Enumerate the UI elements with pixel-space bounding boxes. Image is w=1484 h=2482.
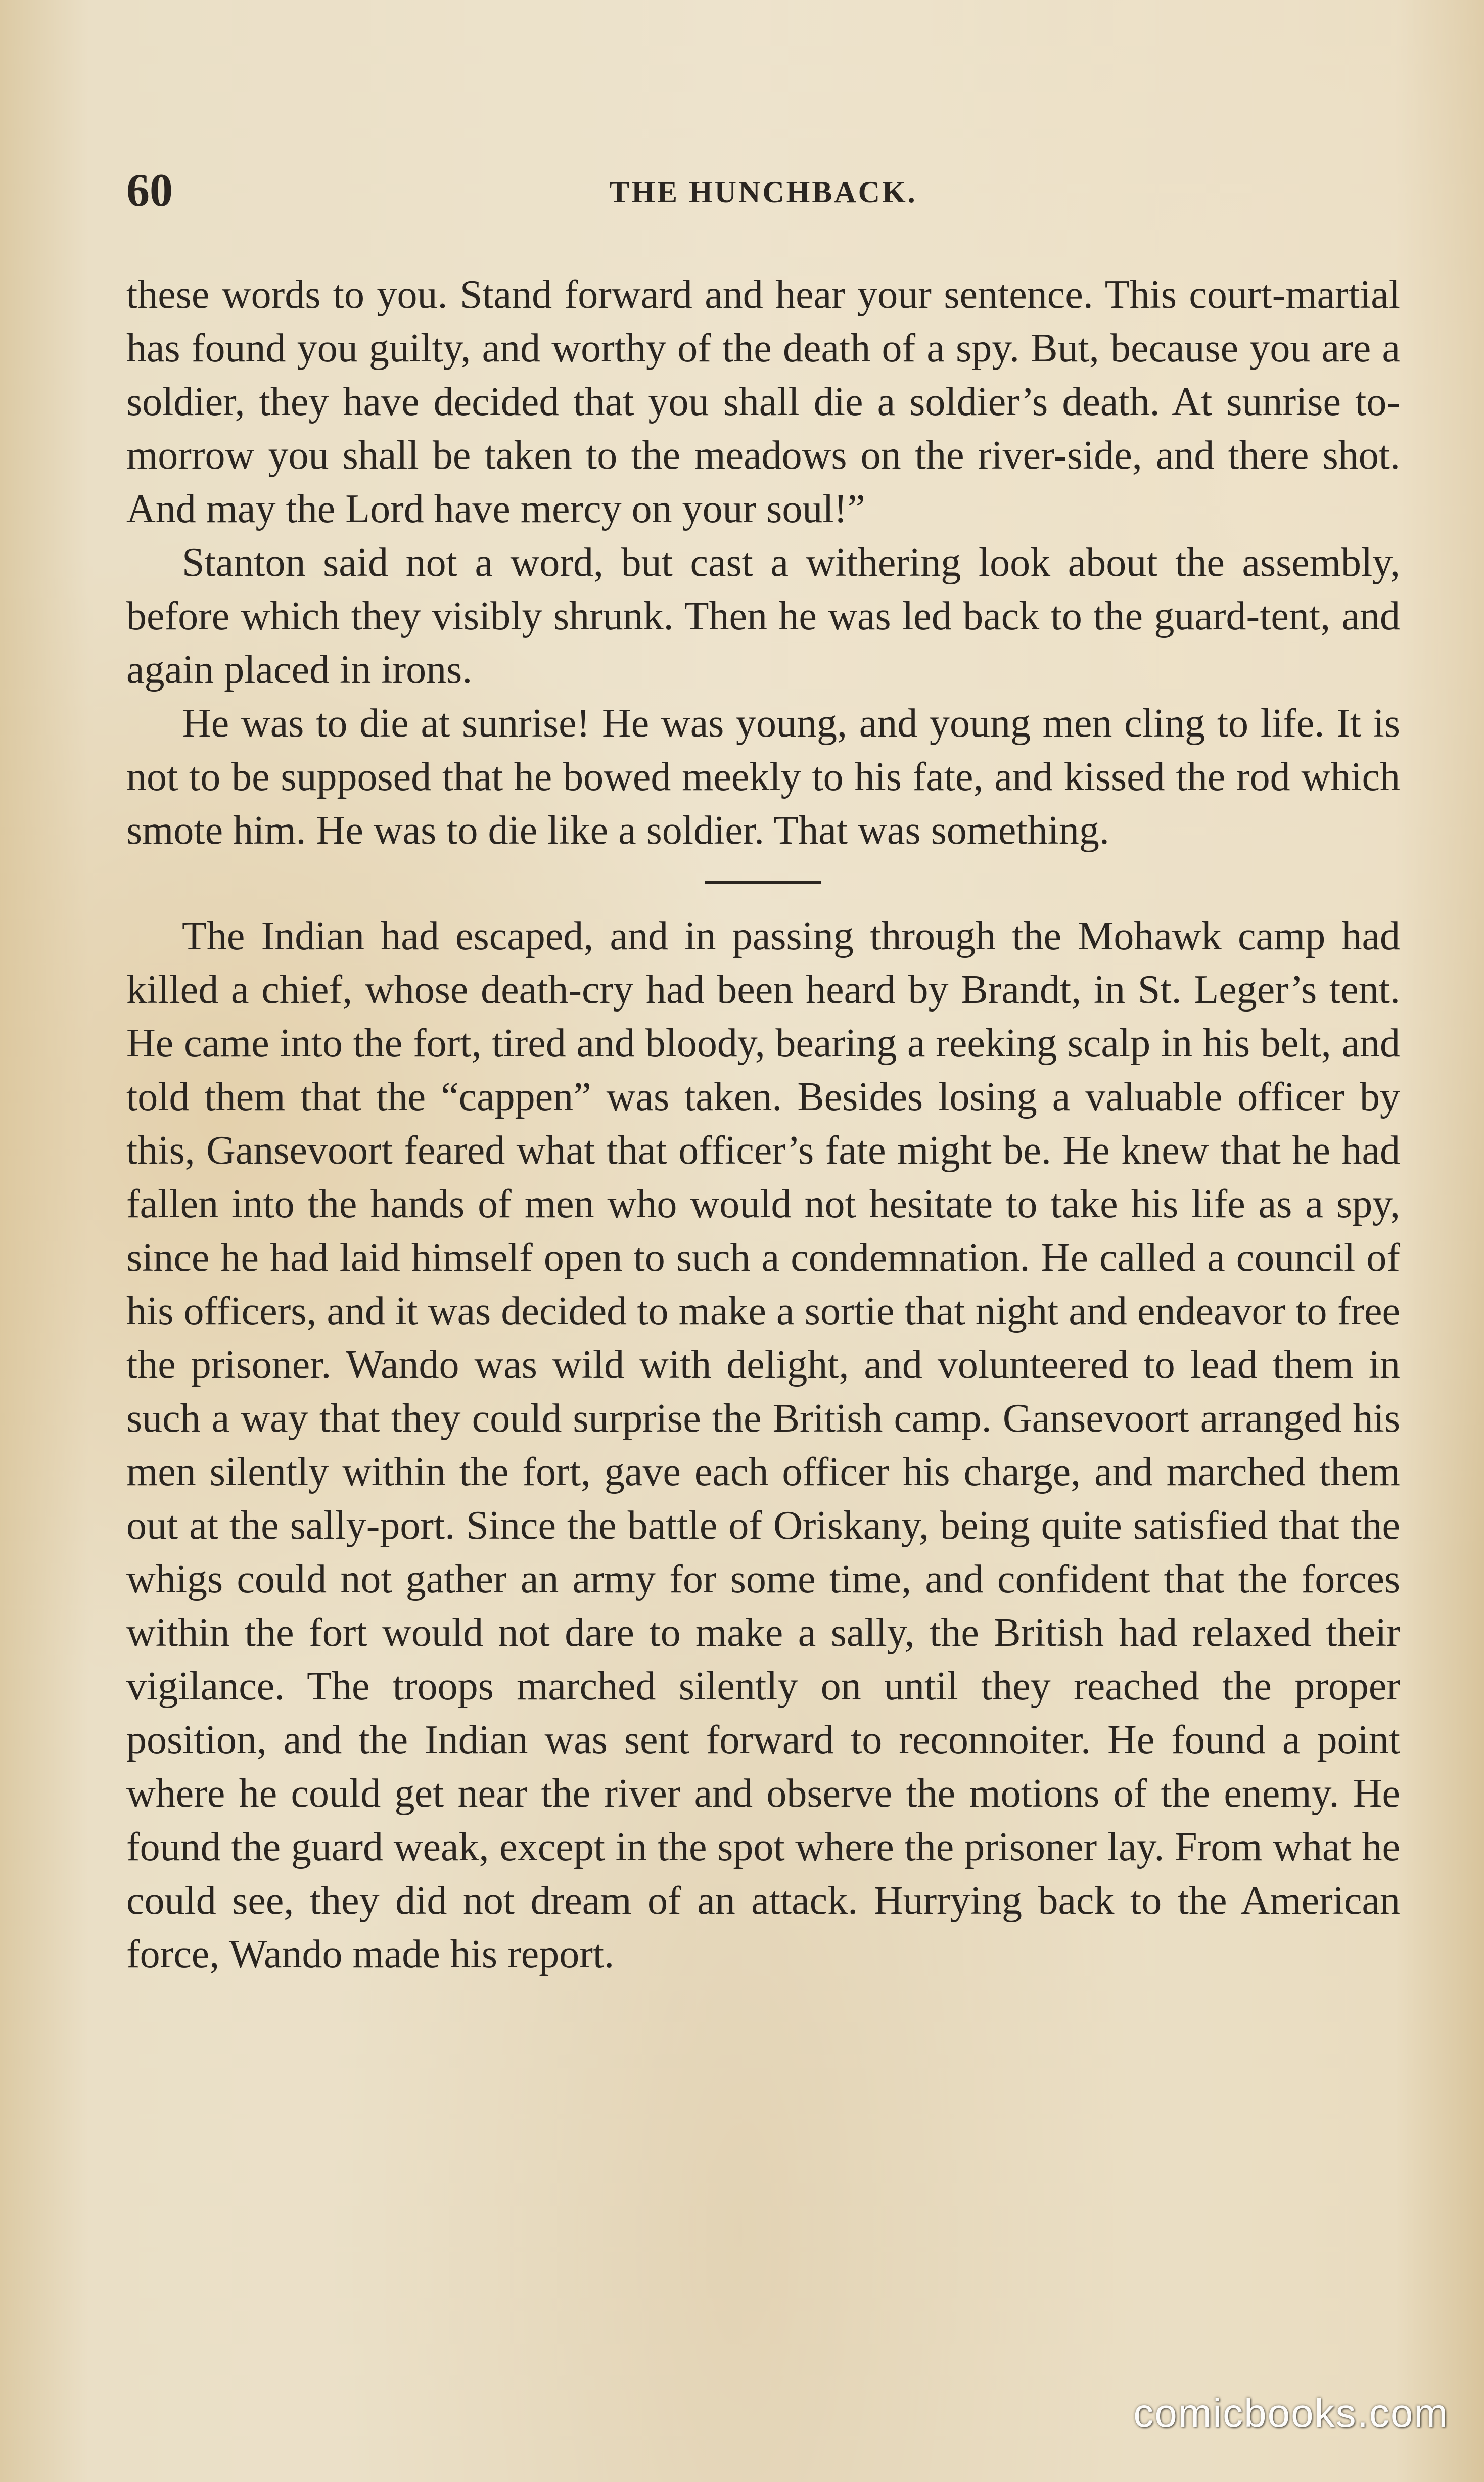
page-header — [126, 164, 1400, 227]
paragraph: He was to die at sunrise! He was young, and young men cling to life. It is not to be supposed that he bowed meekly to his fate, and kissed the rod which smote him. He was to die like a soldier. That was something. — [126, 701, 1400, 853]
paragraph: Stanton said not a word, but cast a withering look about the assembly, before which they visibly shrunk. Then he was led back to the guard-tent, and again placed in irons. — [126, 540, 1400, 692]
site-watermark: comicbooks.com — [1133, 2391, 1449, 2435]
body-text — [126, 268, 1400, 1981]
paragraph-continued: these words to you. Stand forward and hear your sentence. This court-martial has found you guilty, and worthy of the death of a spy. But, because you are a soldier, they have decided that you shall die a soldier’s death. At sunrise to-morrow you shall be taken to the meadows on the river-side, and there shot. And may the Lord have mercy on your soul!” — [126, 272, 1400, 531]
page-number: 60 — [126, 164, 173, 216]
section-divider — [705, 881, 821, 884]
paragraph: The Indian had escaped, and in passing through the Mohawk camp had killed a chief, whose death-cry had been heard by Brandt, in St. Leger’s tent. He came into the fort, tired and bloody, bearing a reeking scalp in his belt, and told them that the “cappen” was taken. Besides losing a valuable officer by this, Gansevoort feared what that officer’s fate might be. He knew that he had fallen into the hands of men who would not hesitate to take his life as a spy, since he had laid himself open to such a condemnation. He called a council of his officers, and it was decided to make a sortie that night and endeavor to free the prisoner. Wando was wild with delight, and volunteered to lead them in such a way that they could surprise the British camp. Gansevoort arranged his men silently within the fort, gave each officer his charge, and marched them out at the sally-port. Since the battle of Oriskany, being quite satisfied that the whigs could not gather an army for some time, and confident that the forces within the fort would not dare to make a sally, the British had relaxed their vigilance. The troops marched silently on until they reached the proper position, and the Indian was sent forward to reconnoiter. He found a point where he could get near the river and observe the motions of the enemy. He found the guard weak, except in the spot where the prisoner lay. From what he could see, they did not dream of an attack. Hurrying back to the American force, Wando made his report. — [126, 914, 1400, 1977]
running-title: THE HUNCHBACK. — [609, 175, 917, 209]
